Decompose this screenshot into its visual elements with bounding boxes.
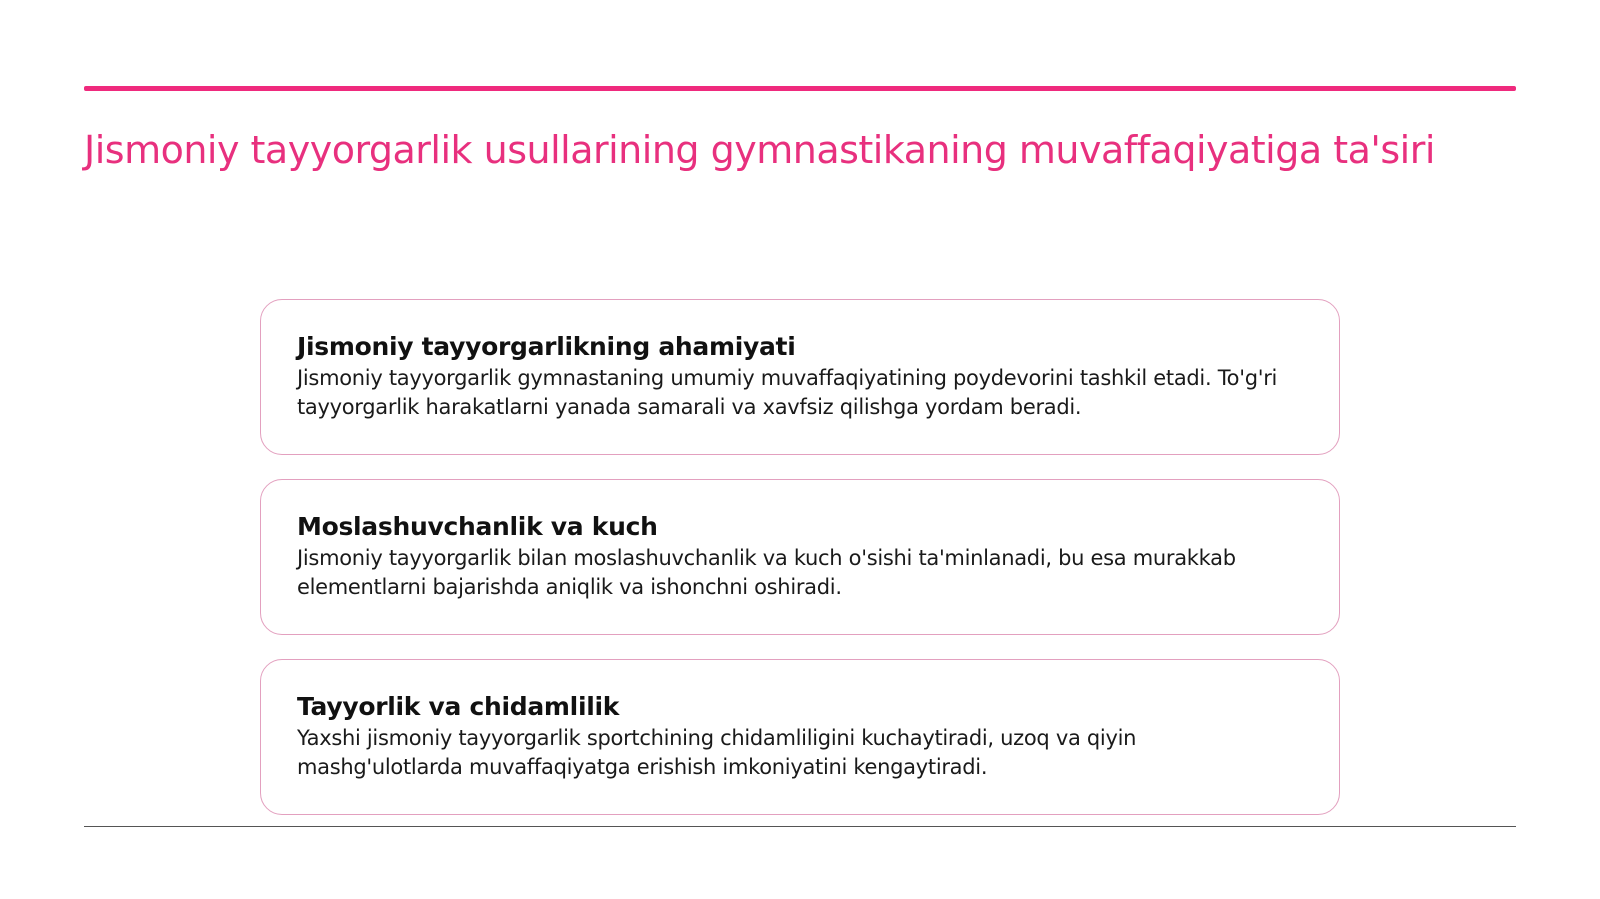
card-flexibility-strength: [260, 479, 1340, 635]
card-heading: Moslashuvchanlik va kuch: [297, 512, 658, 541]
card-text: Jismoniy tayyorgarlik gymnastaning umumiy muvaffaqiyatining poydevorini tashkil etadi. To'g'ri tayyorgarlik harakatlarni yanada samarali va xavfsiz qilishga yordam beradi.: [297, 366, 1278, 419]
card-text: Jismoniy tayyorgarlik bilan moslashuvchanlik va kuch o'sishi ta'minlanadi, bu esa murakkab elementlarni bajarishda aniqlik va ishonchni oshiradi.: [297, 546, 1236, 599]
card-heading: Tayyorlik va chidamlilik: [297, 692, 620, 721]
top-accent-rule: [84, 86, 1516, 91]
card-heading: Jismoniy tayyorgarlikning ahamiyati: [297, 332, 796, 361]
card-list: [260, 299, 1340, 839]
card-endurance: [260, 659, 1340, 815]
card-importance: [260, 299, 1340, 455]
bottom-divider: [84, 826, 1516, 827]
slide-title: Jismoniy tayyorgarlik usullarining gymnastikaning muvaffaqiyatiga ta'siri: [84, 128, 1435, 172]
card-text: Yaxshi jismoniy tayyorgarlik sportchining chidamliligini kuchaytiradi, uzoq va qiyin mashg'ulotlarda muvaffaqiyatga erishish imkoniyatini kengaytiradi.: [297, 726, 1137, 779]
